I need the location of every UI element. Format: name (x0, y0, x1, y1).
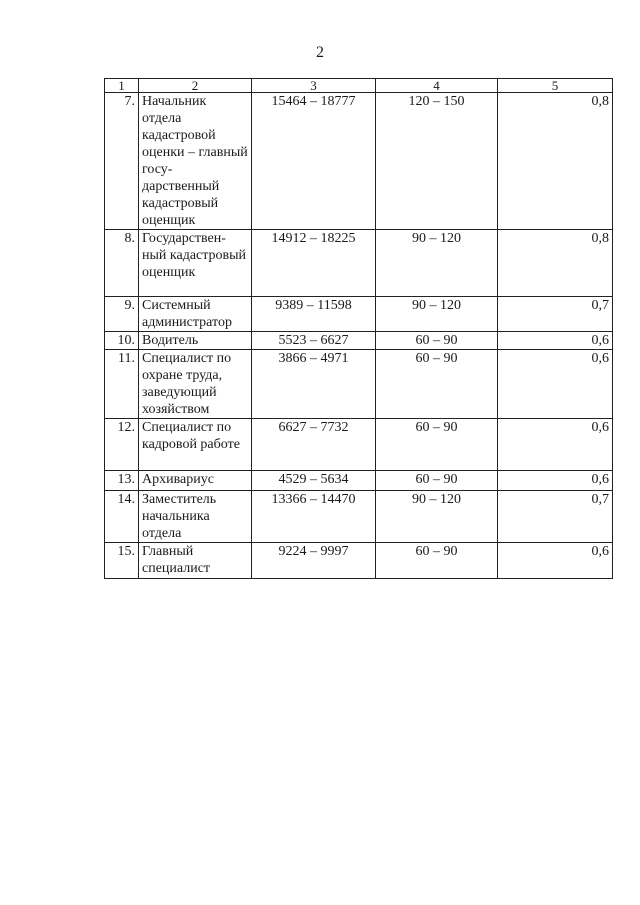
bonus-range: 90 – 120 (376, 297, 498, 332)
bonus-range: 60 – 90 (376, 350, 498, 419)
table-row (105, 350, 613, 419)
bonus-range: 60 – 90 (376, 471, 498, 491)
table-row (105, 419, 613, 471)
salary-range: 14912 – 18225 (252, 230, 376, 297)
salary-range: 9224 – 9997 (252, 543, 376, 579)
salary-range: 15464 – 18777 (252, 93, 376, 230)
row-number: 10. (105, 332, 139, 350)
column-header: 3 (252, 79, 376, 93)
ratio-value: 0,6 (498, 332, 613, 350)
table-row (105, 332, 613, 350)
column-header: 5 (498, 79, 613, 93)
position-name: Водитель (139, 332, 252, 350)
ratio-value: 0,7 (498, 297, 613, 332)
ratio-value: 0,7 (498, 491, 613, 543)
ratio-value: 0,8 (498, 230, 613, 297)
ratio-value: 0,6 (498, 350, 613, 419)
salary-range: 4529 – 5634 (252, 471, 376, 491)
row-number: 14. (105, 491, 139, 543)
page-number: 2 (316, 44, 324, 61)
table-row (105, 543, 613, 579)
bonus-range: 60 – 90 (376, 419, 498, 471)
table-row (105, 93, 613, 230)
bonus-range: 120 – 150 (376, 93, 498, 230)
ratio-value: 0,6 (498, 543, 613, 579)
position-name: Специалист по кадровой работе (139, 419, 252, 471)
table-row (105, 471, 613, 491)
table-row (105, 491, 613, 543)
bonus-range: 90 – 120 (376, 491, 498, 543)
ratio-value: 0,6 (498, 419, 613, 471)
row-number: 15. (105, 543, 139, 579)
row-number: 11. (105, 350, 139, 419)
bonus-range: 60 – 90 (376, 543, 498, 579)
salary-range: 6627 – 7732 (252, 419, 376, 471)
salary-range: 5523 – 6627 (252, 332, 376, 350)
position-name: Заместитель начальника отдела (139, 491, 252, 543)
table-header-row (105, 79, 613, 93)
column-header: 2 (139, 79, 252, 93)
row-number: 8. (105, 230, 139, 297)
bonus-range: 90 – 120 (376, 230, 498, 297)
table-row (105, 297, 613, 332)
row-number: 13. (105, 471, 139, 491)
position-name: Государствен-ный кадастровый оценщик (139, 230, 252, 297)
row-number: 7. (105, 93, 139, 230)
bonus-range: 60 – 90 (376, 332, 498, 350)
salary-range: 9389 – 11598 (252, 297, 376, 332)
row-number: 12. (105, 419, 139, 471)
staff-positions-table (104, 78, 613, 579)
ratio-value: 0,6 (498, 471, 613, 491)
salary-range: 13366 – 14470 (252, 491, 376, 543)
position-name: Архивариус (139, 471, 252, 491)
position-name: Специалист по охране труда, заведующий хозяйством (139, 350, 252, 419)
column-header: 4 (376, 79, 498, 93)
ratio-value: 0,8 (498, 93, 613, 230)
position-name: Системный администратор (139, 297, 252, 332)
position-name: Главный специалист (139, 543, 252, 579)
salary-range: 3866 – 4971 (252, 350, 376, 419)
row-number: 9. (105, 297, 139, 332)
table-row (105, 230, 613, 297)
position-name: Начальник отдела кадастровой оценки – главный госу-дарственный кадастровый оценщик (139, 93, 252, 230)
column-header: 1 (105, 79, 139, 93)
